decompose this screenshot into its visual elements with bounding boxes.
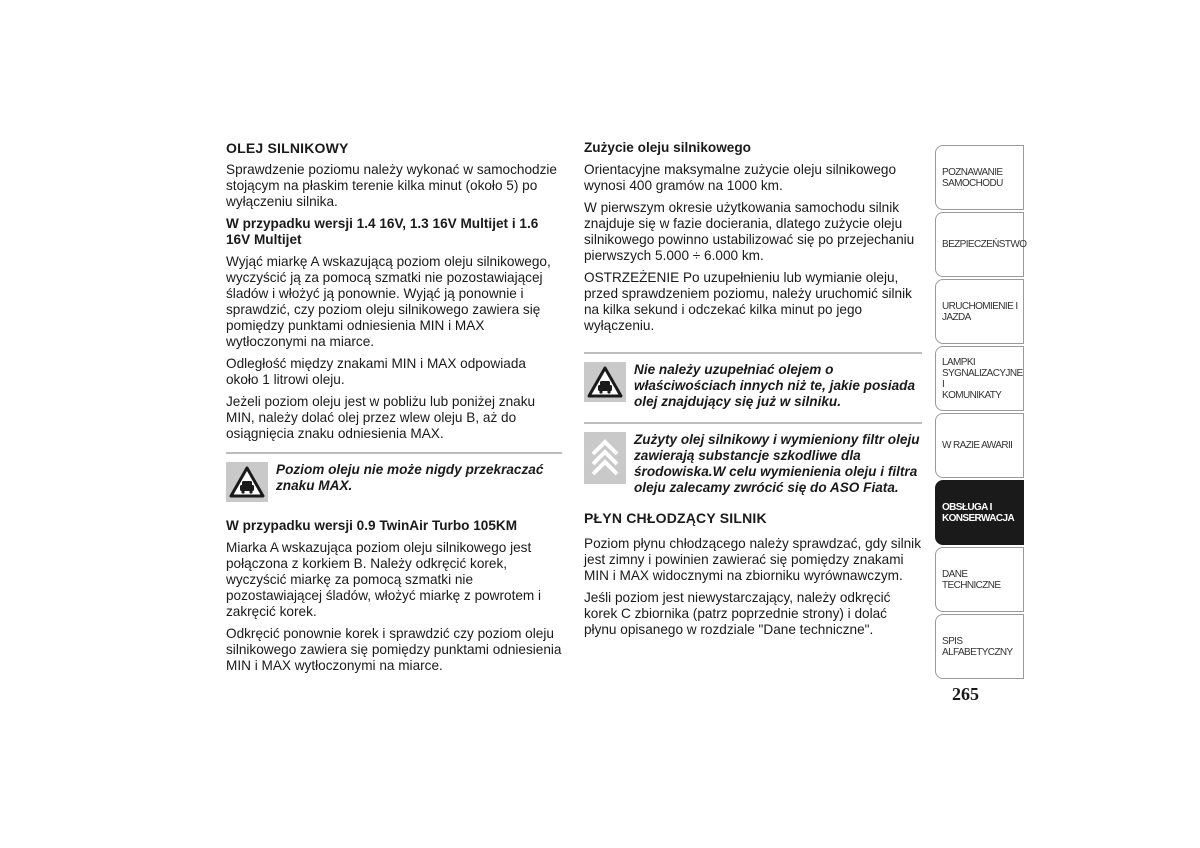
tab-label: SPIS ALFABETYCZNY <box>942 635 1013 658</box>
environment-note-text: Zużyty olej silnikowy i wymieniony filtr oleju zawierają substancje szkodliwe dla środowiska.W celu wymienienia oleju i filtra oleju zalecamy zwrócić się do ASO Fiata. <box>634 432 920 495</box>
paragraph: OSTRZEŻENIE Po uzupełnieniu lub wymianie oleju, przed sprawdzeniem poziomu, należy uruchomić silnik na kilka sekund i odczekać kilka minut po jego wyłączeniu. <box>584 270 912 333</box>
paragraph: Sprawdzenie poziomu należy wykonać w samochodzie stojącym na płaskim terenie kilka minut (około 5) po wyłączeniu silnika. <box>226 162 557 209</box>
paragraph: Jeśli poziom jest niewystarczający, należy odkręcić korek C zbiornika (patrz poprzednie strony) i dolać płynu opisanego w rozdziale "Dane techniczne". <box>584 590 891 637</box>
tab-label: LAMPKI SYGNALIZACYJNE I KOMUNIKATY <box>942 356 1023 401</box>
tab-obsluga-i-konserwacja[interactable] <box>935 480 1024 545</box>
paragraph: Wyjąć miarkę A wskazującą poziom oleju silnikowego, wyczyścić ją za pomocą szmatki nie pozostawiającej śladów i włożyć ją ponownie. Wyjąć ją ponownie i sprawdzić, czy poziom oleju silnikowego zawiera się pomiędzy punktami odniesienia MIN i MAX wytłoczonymi na miarce. <box>226 254 551 349</box>
right-column <box>584 140 922 644</box>
tab-label: W RAZIE AWARII <box>942 440 1013 451</box>
subheading-versions-twinair: W przypadku wersji 0.9 TwinAir Turbo 105KM <box>226 518 518 533</box>
paragraph: Odległość między znakami MIN i MAX odpowiada około 1 litrowi oleju. <box>226 356 526 387</box>
subheading-oil-consumption: Zużycie oleju silnikowego <box>584 140 751 155</box>
section-heading-coolant: PŁYN CHŁODZĄCY SILNIK <box>584 510 767 526</box>
tab-label: DANE TECHNICZNE <box>942 568 1001 591</box>
tab-lampki-sygnalizacyjne[interactable] <box>935 346 1024 411</box>
paragraph: Miarka A wskazująca poziom oleju silnikowego jest połączona z korkiem B. Należy odkręcić korek, wyczyścić miarkę za pomocą szmatki nie pozostawiającej śladów, włożyć miarkę z powrotem i zakręcić korek. <box>226 540 542 619</box>
warning-text: Nie należy uzupełniać olejem o właściwościach innych niż te, jakie posiada olej znajdujący się już w silniku. <box>634 362 916 409</box>
subheading-versions-multijet: W przypadku wersji 1.4 16V, 1.3 16V Multijet i 1.6 16V Multijet <box>226 216 539 247</box>
warning-box <box>584 352 922 410</box>
tab-uruchomienie-i-jazda[interactable] <box>935 279 1024 344</box>
section-heading-engine-oil: OLEJ SILNIKOWY <box>226 140 349 156</box>
environment-note-box <box>584 422 922 496</box>
tab-label: URUCHOMIENIE I JAZDA <box>942 300 1018 323</box>
tab-w-razie-awarii[interactable] <box>935 413 1024 478</box>
car-warning-triangle-icon <box>584 362 626 402</box>
tab-bezpieczenstwo[interactable] <box>935 212 1027 277</box>
paragraph: Poziom płynu chłodzącego należy sprawdzać, gdy silnik jest zimny i powinien zawierać się pomiędzy znakami MIN i MAX widocznymi na zbiorniku wyrównawczym. <box>584 536 921 583</box>
tab-label: POZNAWANIE SAMOCHODU <box>942 166 1003 189</box>
tab-spis-alfabetyczny[interactable] <box>935 614 1024 679</box>
tab-poznawanie-samochodu[interactable] <box>935 145 1024 210</box>
page-number: 265 <box>952 684 979 704</box>
warning-box <box>226 452 562 508</box>
tab-dane-techniczne[interactable] <box>935 547 1024 612</box>
tab-label: OBSŁUGA I KONSERWACJA <box>942 501 1015 524</box>
paragraph: Orientacyjne maksymalne zużycie oleju silnikowego wynosi 400 gramów na 1000 km. <box>584 162 897 193</box>
paragraph: Odkręcić ponownie korek i sprawdzić czy poziom oleju silnikowego zawiera się pomiędzy punktami odniesienia MIN i MAX wytłoczonymi na miarce. <box>226 626 562 673</box>
car-warning-triangle-icon <box>226 462 268 502</box>
paragraph: Jeżeli poziom oleju jest w pobliżu lub poniżej znaku MIN, należy dolać olej przez wlew oleju B, aż do osiągnięcia znaku odniesienia MAX. <box>226 394 536 441</box>
left-column <box>226 140 562 680</box>
warning-text: Poziom oleju nie może nigdy przekraczać znaku MAX. <box>276 462 544 493</box>
recycle-arrows-icon <box>584 432 626 484</box>
paragraph: W pierwszym okresie użytkowania samochodu silnik znajduje się w fazie docierania, dlatego zużycie oleju silnikowego powinno ustabilizować się po przejechaniu pierwszych 5.000 ÷ 6.000 km. <box>584 200 915 263</box>
tab-label: BEZPIECZEŃSTWO <box>942 239 1027 250</box>
